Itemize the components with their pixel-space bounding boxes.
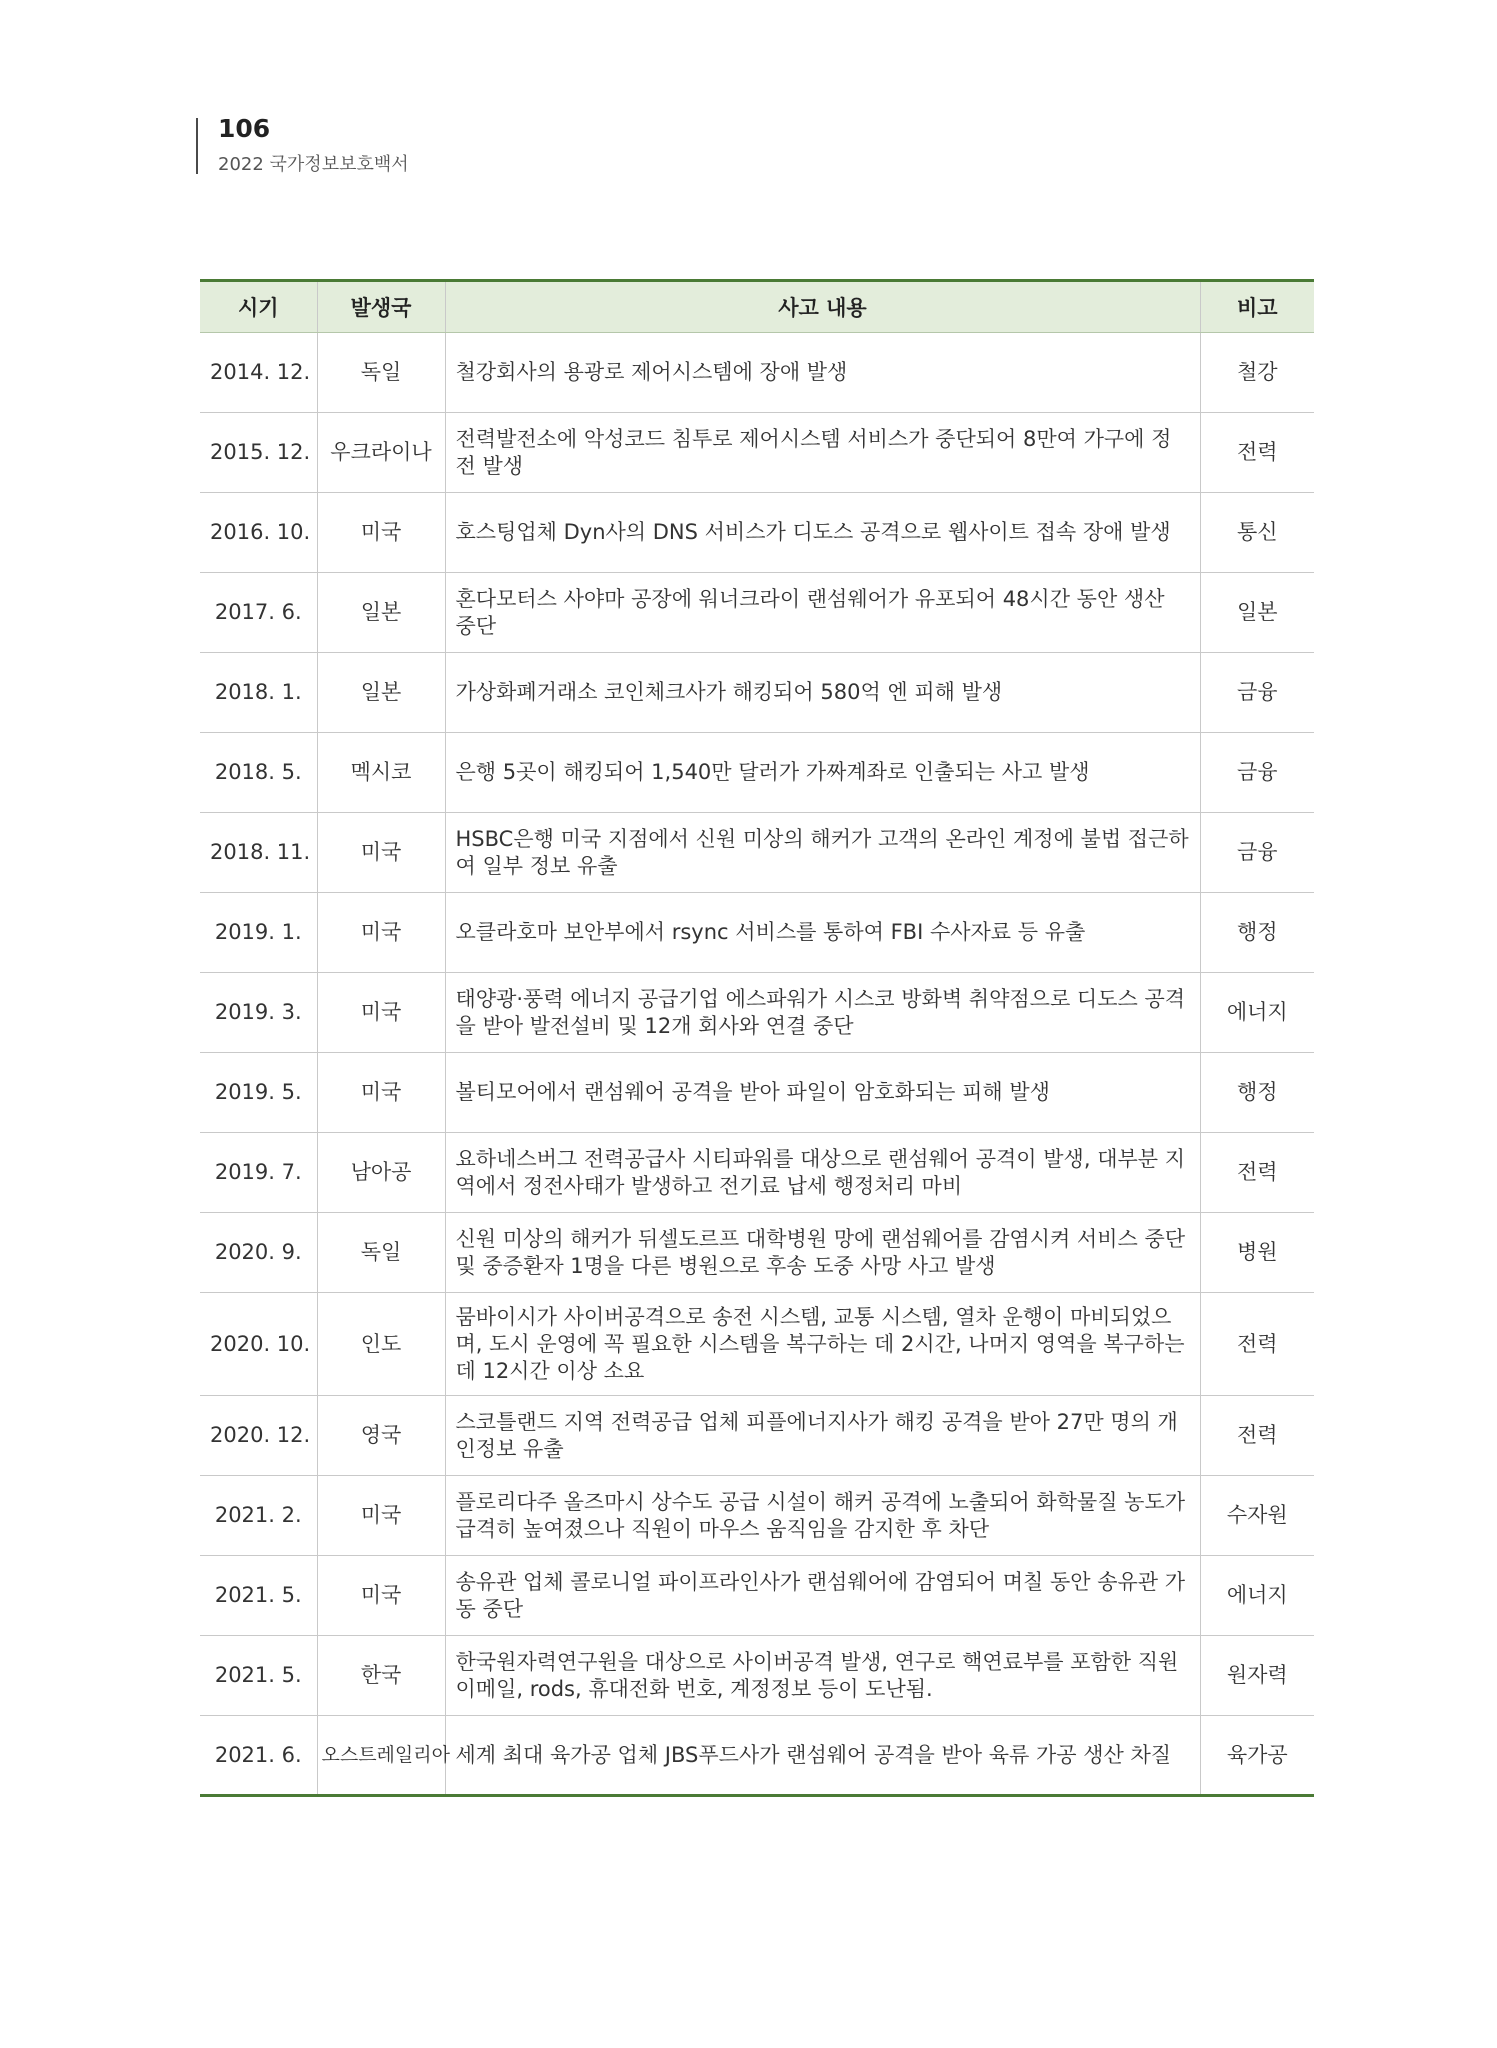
cell-content: 호스팅업체 Dyn사의 DNS 서비스가 디도스 공격으로 웹사이트 접속 장애 발생 <box>445 493 1200 573</box>
cell-period: 2021. 6. <box>200 1716 317 1796</box>
cell-period: 2019. 5. <box>200 1053 317 1133</box>
page-number: 106 <box>218 114 271 143</box>
cell-note: 전력 <box>1200 1133 1314 1213</box>
column-header-note: 비고 <box>1200 281 1314 333</box>
cell-note: 육가공 <box>1200 1716 1314 1796</box>
cell-country: 미국 <box>317 1476 445 1556</box>
cell-country: 미국 <box>317 893 445 973</box>
table-row <box>200 573 1314 653</box>
cell-note: 전력 <box>1200 1396 1314 1476</box>
cell-content: 세계 최대 육가공 업체 JBS푸드사가 랜섬웨어 공격을 받아 육류 가공 생산 차질 <box>445 1716 1200 1796</box>
incident-table <box>200 279 1314 1797</box>
cell-period: 2020. 12. <box>200 1396 317 1476</box>
cell-period: 2019. 3. <box>200 973 317 1053</box>
cell-note: 행정 <box>1200 1053 1314 1133</box>
cell-content: 한국원자력연구원을 대상으로 사이버공격 발생, 연구로 핵연료부를 포함한 직원 이메일, rods, 휴대전화 번호, 계정정보 등이 도난됨. <box>445 1636 1200 1716</box>
cell-note: 철강 <box>1200 333 1314 413</box>
cell-content: 은행 5곳이 해킹되어 1,540만 달러가 가짜계좌로 인출되는 사고 발생 <box>445 733 1200 813</box>
cell-note: 수자원 <box>1200 1476 1314 1556</box>
cell-period: 2018. 1. <box>200 653 317 733</box>
cell-period: 2021. 5. <box>200 1556 317 1636</box>
table-row <box>200 973 1314 1053</box>
table-row <box>200 1476 1314 1556</box>
cell-content: 전력발전소에 악성코드 침투로 제어시스템 서비스가 중단되어 8만여 가구에 정전 발생 <box>445 413 1200 493</box>
table-row <box>200 493 1314 573</box>
book-title: 2022 국가정보보호백서 <box>218 154 409 175</box>
cell-content: 가상화폐거래소 코인체크사가 해킹되어 580억 엔 피해 발생 <box>445 653 1200 733</box>
cell-note: 금융 <box>1200 653 1314 733</box>
cell-content: 철강회사의 용광로 제어시스템에 장애 발생 <box>445 333 1200 413</box>
cell-content: 요하네스버그 전력공급사 시티파워를 대상으로 랜섬웨어 공격이 발생, 대부분 지역에서 정전사태가 발생하고 전기료 납세 행정처리 마비 <box>445 1133 1200 1213</box>
cell-content: 스코틀랜드 지역 전력공급 업체 피플에너지사가 해킹 공격을 받아 27만 명의 개인정보 유출 <box>445 1396 1200 1476</box>
table-row <box>200 1716 1314 1796</box>
cell-content: 혼다모터스 사야마 공장에 워너크라이 랜섬웨어가 유포되어 48시간 동안 생산 중단 <box>445 573 1200 653</box>
cell-period: 2020. 10. <box>200 1293 317 1396</box>
cell-content: 뭄바이시가 사이버공격으로 송전 시스템, 교통 시스템, 열차 운행이 마비되었으며, 도시 운영에 꼭 필요한 시스템을 복구하는 데 2시간, 나머지 영역을 복구하는 데 12시간 이상 소요 <box>445 1293 1200 1396</box>
cell-period: 2017. 6. <box>200 573 317 653</box>
cell-note: 에너지 <box>1200 973 1314 1053</box>
cell-note: 전력 <box>1200 1293 1314 1396</box>
cell-note: 금융 <box>1200 813 1314 893</box>
cell-content: 신원 미상의 해커가 뒤셀도르프 대학병원 망에 랜섬웨어를 감염시켜 서비스 중단 및 중증환자 1명을 다른 병원으로 후송 도중 사망 사고 발생 <box>445 1213 1200 1293</box>
table-row <box>200 333 1314 413</box>
table-row <box>200 1213 1314 1293</box>
table-row <box>200 413 1314 493</box>
cell-period: 2018. 5. <box>200 733 317 813</box>
cell-country: 미국 <box>317 493 445 573</box>
table-row <box>200 1556 1314 1636</box>
cell-note: 금융 <box>1200 733 1314 813</box>
cell-note: 행정 <box>1200 893 1314 973</box>
cell-note: 일본 <box>1200 573 1314 653</box>
column-header-content: 사고 내용 <box>445 281 1200 333</box>
table-header-row <box>200 281 1314 333</box>
cell-period: 2019. 7. <box>200 1133 317 1213</box>
cell-country: 한국 <box>317 1636 445 1716</box>
cell-note: 원자력 <box>1200 1636 1314 1716</box>
cell-country: 독일 <box>317 333 445 413</box>
table-row <box>200 813 1314 893</box>
column-header-country: 발생국 <box>317 281 445 333</box>
cell-period: 2015. 12. <box>200 413 317 493</box>
table-row <box>200 1396 1314 1476</box>
table-row <box>200 1293 1314 1396</box>
cell-content: 태양광·풍력 에너지 공급기업 에스파워가 시스코 방화벽 취약점으로 디도스 공격을 받아 발전설비 및 12개 회사와 연결 중단 <box>445 973 1200 1053</box>
header-divider <box>196 118 198 174</box>
cell-content: 송유관 업체 콜로니얼 파이프라인사가 랜섬웨어에 감염되어 며칠 동안 송유관 가동 중단 <box>445 1556 1200 1636</box>
table-row <box>200 653 1314 733</box>
cell-country: 우크라이나 <box>317 413 445 493</box>
cell-country: 남아공 <box>317 1133 445 1213</box>
cell-country: 일본 <box>317 573 445 653</box>
cell-period: 2014. 12. <box>200 333 317 413</box>
cell-period: 2018. 11. <box>200 813 317 893</box>
cell-country: 미국 <box>317 973 445 1053</box>
cell-content: 플로리다주 올즈마시 상수도 공급 시설이 해커 공격에 노출되어 화학물질 농도가 급격히 높여졌으나 직원이 마우스 움직임을 감지한 후 차단 <box>445 1476 1200 1556</box>
column-header-period: 시기 <box>200 281 317 333</box>
table-row <box>200 1133 1314 1213</box>
cell-note: 에너지 <box>1200 1556 1314 1636</box>
cell-note: 통신 <box>1200 493 1314 573</box>
cell-country: 멕시코 <box>317 733 445 813</box>
cell-country: 오스트레일리아 <box>317 1716 445 1796</box>
cell-period: 2020. 9. <box>200 1213 317 1293</box>
cell-note: 병원 <box>1200 1213 1314 1293</box>
table-row <box>200 893 1314 973</box>
table-row <box>200 733 1314 813</box>
cell-period: 2021. 2. <box>200 1476 317 1556</box>
cell-period: 2019. 1. <box>200 893 317 973</box>
cell-content: 볼티모어에서 랜섬웨어 공격을 받아 파일이 암호화되는 피해 발생 <box>445 1053 1200 1133</box>
cell-note: 전력 <box>1200 413 1314 493</box>
cell-content: 오클라호마 보안부에서 rsync 서비스를 통하여 FBI 수사자료 등 유출 <box>445 893 1200 973</box>
table-row <box>200 1636 1314 1716</box>
cell-period: 2016. 10. <box>200 493 317 573</box>
cell-country: 영국 <box>317 1396 445 1476</box>
cell-country: 독일 <box>317 1213 445 1293</box>
table-row <box>200 1053 1314 1133</box>
cell-country: 미국 <box>317 1053 445 1133</box>
cell-country: 미국 <box>317 1556 445 1636</box>
cell-content: HSBC은행 미국 지점에서 신원 미상의 해커가 고객의 온라인 계정에 불법 접근하여 일부 정보 유출 <box>445 813 1200 893</box>
cell-country: 미국 <box>317 813 445 893</box>
cell-period: 2021. 5. <box>200 1636 317 1716</box>
cell-country: 인도 <box>317 1293 445 1396</box>
cell-country: 일본 <box>317 653 445 733</box>
